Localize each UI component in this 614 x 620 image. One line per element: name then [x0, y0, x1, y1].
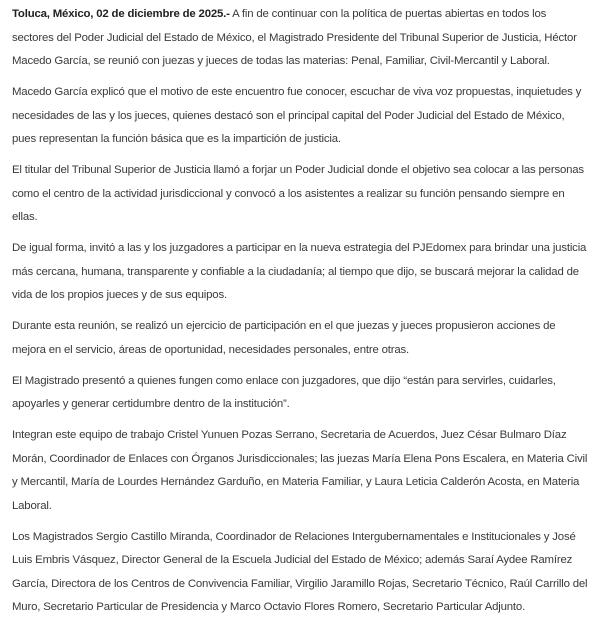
text-line: como el centro de la actividad jurisdiccional y convocó a los asistentes a realizar su función pensando siempre en	[12, 187, 565, 200]
text-line: García, Directora de los Centros de Convivencia Familiar, Virgilio Jaramillo Rojas, Secretario Técnico, Raúl Carrillo del	[12, 577, 588, 590]
text-line: Muro, Secretario Particular de Presidencia y Marco Octavio Flores Romero, Secretario Particular Adjunto.	[12, 601, 526, 613]
text-line: Macedo García, se reunió con juezas y jueces de todas las materias: Penal, Familiar, Civil-Mercantil y Laboral.	[12, 55, 550, 67]
text-line: y Mercantil, María de Lourdes Hernández Garduño, en Materia Familiar, y Laura Leticia Calderón Acosta, en Materia	[12, 476, 580, 488]
text-line: vida de los propios jueces y de sus equipos.	[12, 289, 227, 301]
text-line: Durante esta reunión, se realizó un ejercicio de participación en el que juezas y jueces propusieron acciones de	[12, 320, 556, 332]
text-line: mejora en el servicio, áreas de oportunidad, necesidades personales, entre otras.	[12, 343, 409, 356]
text-line-rest: A fin de continuar con la política de puertas abiertas en todos los	[229, 8, 547, 20]
paragraph	[12, 237, 614, 308]
paragraph	[12, 370, 614, 417]
dateline: Toluca, México, 02 de diciembre de 2025.-	[12, 8, 230, 20]
text-line	[12, 3, 614, 27]
text-line: Laboral.	[12, 499, 52, 512]
text-line: apoyarles y generar certidumbre dentro de la institución”.	[12, 398, 290, 410]
paragraph	[12, 81, 614, 152]
text-line: sectores del Poder Judicial del Estado de México, el Magistrado Presidente del Tribunal Superior de Justicia, Héctor	[12, 31, 577, 44]
paragraph	[12, 526, 614, 620]
text-line: Luis Embris Vásquez, Director General de la Escuela Judicial del Estado de México; además Saraí Aydee Ramírez	[12, 554, 573, 566]
paragraph	[12, 159, 614, 230]
text-line: Integran este equipo de trabajo Cristel Yunuen Pozas Serrano, Secretaria de Acuerdos, Juez César Bulmaro Díaz	[12, 429, 567, 441]
text-line: ellas.	[12, 211, 38, 223]
paragraph	[12, 315, 614, 362]
text-line: De igual forma, invitó a las y los juzgadores a participar en la nueva estrategia del PJEdomex para brindar una justicia	[12, 242, 587, 254]
text-line: pues representan la función básica que es la impartición de justicia.	[12, 133, 341, 145]
text-line: más cercana, humana, transparente y confiable a la ciudadanía; al tiempo que dijo, se buscará mejorar la calidad de	[12, 265, 579, 278]
text-line: necesidades de las y los jueces, quienes destacó son el principal capital del Poder Judicial del Estado de México,	[12, 109, 565, 122]
text-line: Los Magistrados Sergio Castillo Miranda, Coordinador de Relaciones Intergubernamentales e Institucionales y José	[12, 530, 576, 543]
text-line: Macedo García explicó que el motivo de este encuentro fue conocer, escuchar de viva voz propuestas, inquietudes y	[12, 86, 582, 98]
text-line: Morán, Coordinador de Enlaces con Órganos Jurisdiccionales; las juezas María Elena Pons Escalera, en Materia Civil	[12, 452, 588, 465]
paragraph	[12, 424, 614, 518]
paragraph	[12, 3, 614, 74]
text-line: El titular del Tribunal Superior de Justicia llamó a forjar un Poder Judicial donde el objetivo sea colocar a las personas	[12, 164, 584, 176]
text-line: El Magistrado presentó a quienes fungen como enlace con juzgadores, que dijo “están para servirles, cuidarles,	[12, 374, 556, 387]
